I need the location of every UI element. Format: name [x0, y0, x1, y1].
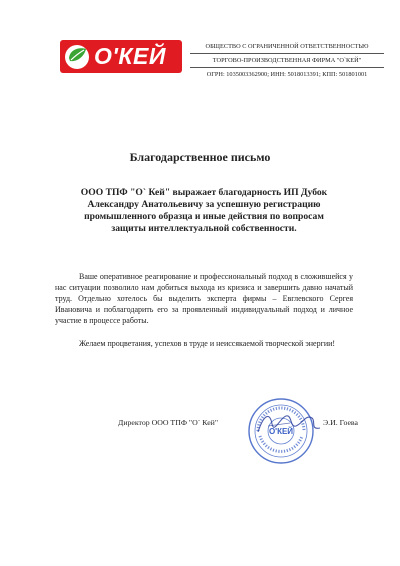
company-line-2: ТОРГОВО-ПРОИЗВОДСТВЕННАЯ ФИРМА "О`КЕЙ": [212, 57, 362, 64]
company-ids: ОГРН: 1035003362900; ИНН: 5018013391; КПП: 501801001: [206, 71, 368, 78]
handwritten-signature: [250, 404, 330, 444]
company-details: [190, 40, 384, 81]
letter-headline: ООО ТПФ "О` Кей" выражает благодарность ИП Дубок Александру Анатольевичу за успешную регистрацию промышленного образца и иные действия по вопросам защиты интеллектуальной собственности.: [80, 187, 328, 234]
okey-logo: [60, 40, 182, 73]
logo-text: О'КЕЙ: [94, 43, 166, 69]
letter-paragraph-2: Желаем процветания, успехов в труде и неиссякаемой творческой энергии!: [79, 339, 336, 348]
letter-paragraph-1: Ваше оперативное реагирование и профессиональный подход в сложившейся у нас ситуации позволило нам добиться выхода из кризиса и завершить давно начатый труд. Отдельно хотелось бы выделить эксперта фирмы – Евглевского Сергея Ивановича и поблагодарить его за проявленный индивидуальный подход и личное участие в процессе работы.: [55, 272, 353, 325]
signatory-title: Директор ООО ТПФ "О` Кей": [118, 418, 219, 427]
letter-title: Благодарственное письмо: [129, 150, 271, 164]
stamp-center-text: О'КЕЙ: [268, 427, 294, 436]
company-line-1: ОБЩЕСТВО С ОГРАНИЧЕННОЙ ОТВЕТСТВЕННОСТЬЮ: [205, 43, 369, 50]
signatory-name: Э.И. Гоева: [323, 418, 358, 427]
